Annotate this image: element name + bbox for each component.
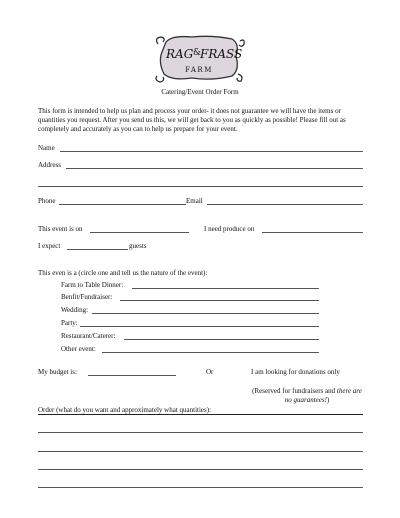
address-field[interactable] (66, 168, 363, 169)
address-field-line-2[interactable] (38, 186, 363, 187)
logo-word-3: FARM (185, 66, 213, 74)
logo-frame-icon (152, 32, 246, 84)
produce-date-label: I need produce on (204, 225, 255, 233)
reserved-note-prefix: (Reserved for fundraisers and (252, 387, 337, 395)
logo-ampersand: & (193, 48, 202, 58)
event-type-prompt: This even is a (circle one and tell us the nature of the event): (38, 269, 208, 277)
event-date-label: This event is on (38, 225, 83, 233)
donations-only-option[interactable]: I am looking for donations only (251, 368, 340, 376)
event-option-farm-dinner[interactable]: Farm to Table Dinner: (61, 281, 124, 289)
email-field[interactable] (207, 204, 363, 205)
logo-word-1: RAG (166, 47, 194, 61)
event-option-other-field[interactable] (102, 352, 319, 353)
event-option-restaurant-field[interactable] (124, 339, 319, 340)
order-field-line-2[interactable] (38, 432, 363, 433)
reserved-note (248, 387, 366, 405)
farm-logo (152, 32, 246, 84)
event-option-restaurant[interactable]: Restaurant/Caterer: (61, 332, 116, 340)
event-option-wedding[interactable]: Wedding: (61, 306, 89, 314)
form-title: Catering/Event Order Form (161, 88, 239, 96)
reserved-note-suffix: ) (326, 396, 330, 404)
order-field-line-5[interactable] (38, 487, 363, 488)
order-field-line-1[interactable] (38, 414, 363, 415)
event-option-farm-dinner-field[interactable] (132, 288, 319, 289)
order-field-line-3[interactable] (38, 451, 363, 452)
reserved-note-italic: there are no guarantees! (284, 387, 362, 404)
phone-field[interactable] (59, 204, 186, 205)
guest-count-field[interactable] (67, 249, 128, 250)
event-option-other[interactable]: Other event: (61, 345, 96, 353)
intro-paragraph: This form is intended to help us plan and process your order- it does not guarantee we will have the items or quantities you request. After you send us this, we will get back to you as quickly as possible! Please fill out as completely and accurately as you can to help us prepare for your event. (38, 107, 346, 133)
produce-date-field[interactable] (262, 232, 363, 233)
budget-or: Or (206, 368, 214, 376)
budget-label: My budget is: (38, 368, 77, 376)
guests-label: guests (129, 242, 147, 250)
address-label: Address (38, 161, 61, 169)
event-option-party-field[interactable] (80, 326, 319, 327)
email-label: Email (186, 197, 203, 205)
expect-label: I expect (38, 242, 61, 250)
order-field-line-4[interactable] (38, 469, 363, 470)
event-option-fundraiser-field[interactable] (120, 300, 319, 301)
phone-label: Phone (38, 197, 56, 205)
budget-field[interactable] (88, 375, 176, 376)
event-option-fundraiser[interactable]: Benfit/Fundraiser: (61, 293, 113, 301)
event-option-party[interactable]: Party: (61, 319, 78, 327)
name-label: Name (38, 144, 55, 152)
order-label: Order (what do you want and approximately what quantities): (38, 406, 212, 414)
name-field[interactable] (60, 151, 363, 152)
event-option-wedding-field[interactable] (92, 313, 319, 314)
event-date-field[interactable] (90, 232, 189, 233)
logo-word-2: FRASS (200, 47, 243, 61)
